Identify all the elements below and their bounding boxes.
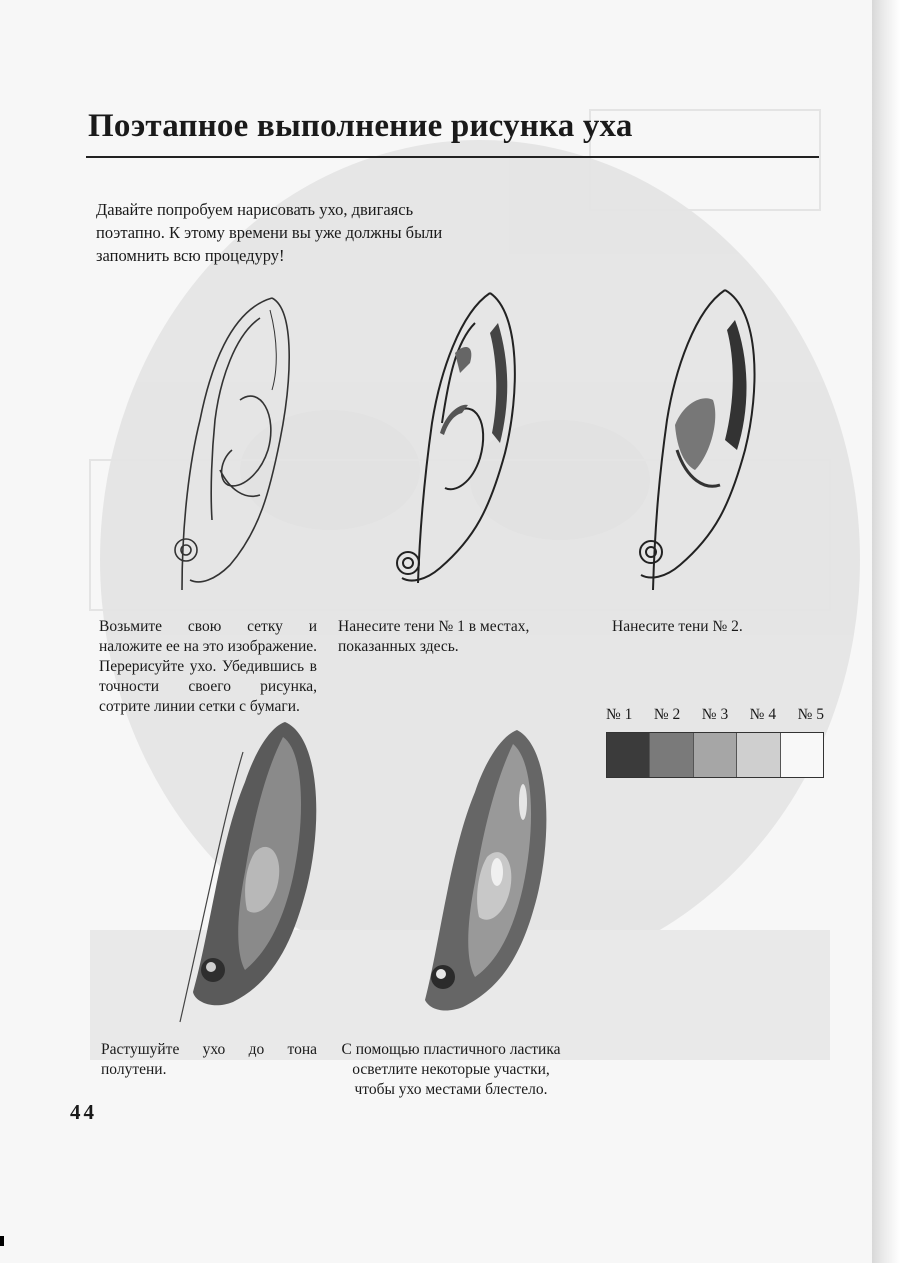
ear-step-3-second-tones (615, 280, 775, 600)
tone-scale (606, 706, 824, 778)
tone-label-1: № 1 (606, 706, 633, 723)
page-number: 44 (70, 1100, 97, 1124)
step-3-caption: Нанесите тени № 2. (612, 618, 743, 635)
tone-label-2: № 2 (653, 706, 681, 723)
tone-swatch-4 (737, 733, 780, 777)
intro-paragraph: Давайте попробуем нарисовать ухо, двигаясь поэтапно. К этому времени вы уже должны были запомнить всю процедуру! (96, 200, 443, 265)
ear-step-5-eraser-highlights (405, 722, 565, 1032)
step-4-caption: Растушуйте ухо до тона полутени. (101, 1041, 317, 1078)
tone-label-5: № 5 (797, 706, 824, 723)
page-edge-shadow (872, 0, 900, 1263)
tone-label-4: № 4 (749, 706, 777, 723)
title-underline (86, 156, 819, 158)
step-1-caption: Возьмите свою сетку и наложите ее на это изображение. Перерисуйте ухо. Убедившись в точности своего рисунка, сотрите линии сетки с бумаги. (99, 618, 317, 715)
tone-swatch-2 (650, 733, 693, 777)
page-title: Поэтапное выполнение рисунка уха (88, 108, 633, 144)
tone-swatch-3 (694, 733, 737, 777)
step-5-caption: С помощью пластичного ластика осветлите некоторые участки, чтобы ухо местами блестело. (341, 1041, 561, 1098)
ear-step-1-outline-drawing (160, 290, 330, 610)
step-2-caption: Нанесите тени № 1 в местах, показанных здесь. (338, 618, 530, 655)
scan-edge-mark (0, 1236, 4, 1246)
tone-scale-labels (606, 706, 824, 728)
ear-step-2-first-tones (380, 283, 540, 603)
tone-swatch-5 (781, 733, 823, 777)
tone-swatches (606, 732, 824, 778)
tone-label-3: № 3 (701, 706, 729, 723)
ear-step-4-blended-halftone (175, 712, 335, 1032)
tone-swatch-1 (607, 733, 650, 777)
